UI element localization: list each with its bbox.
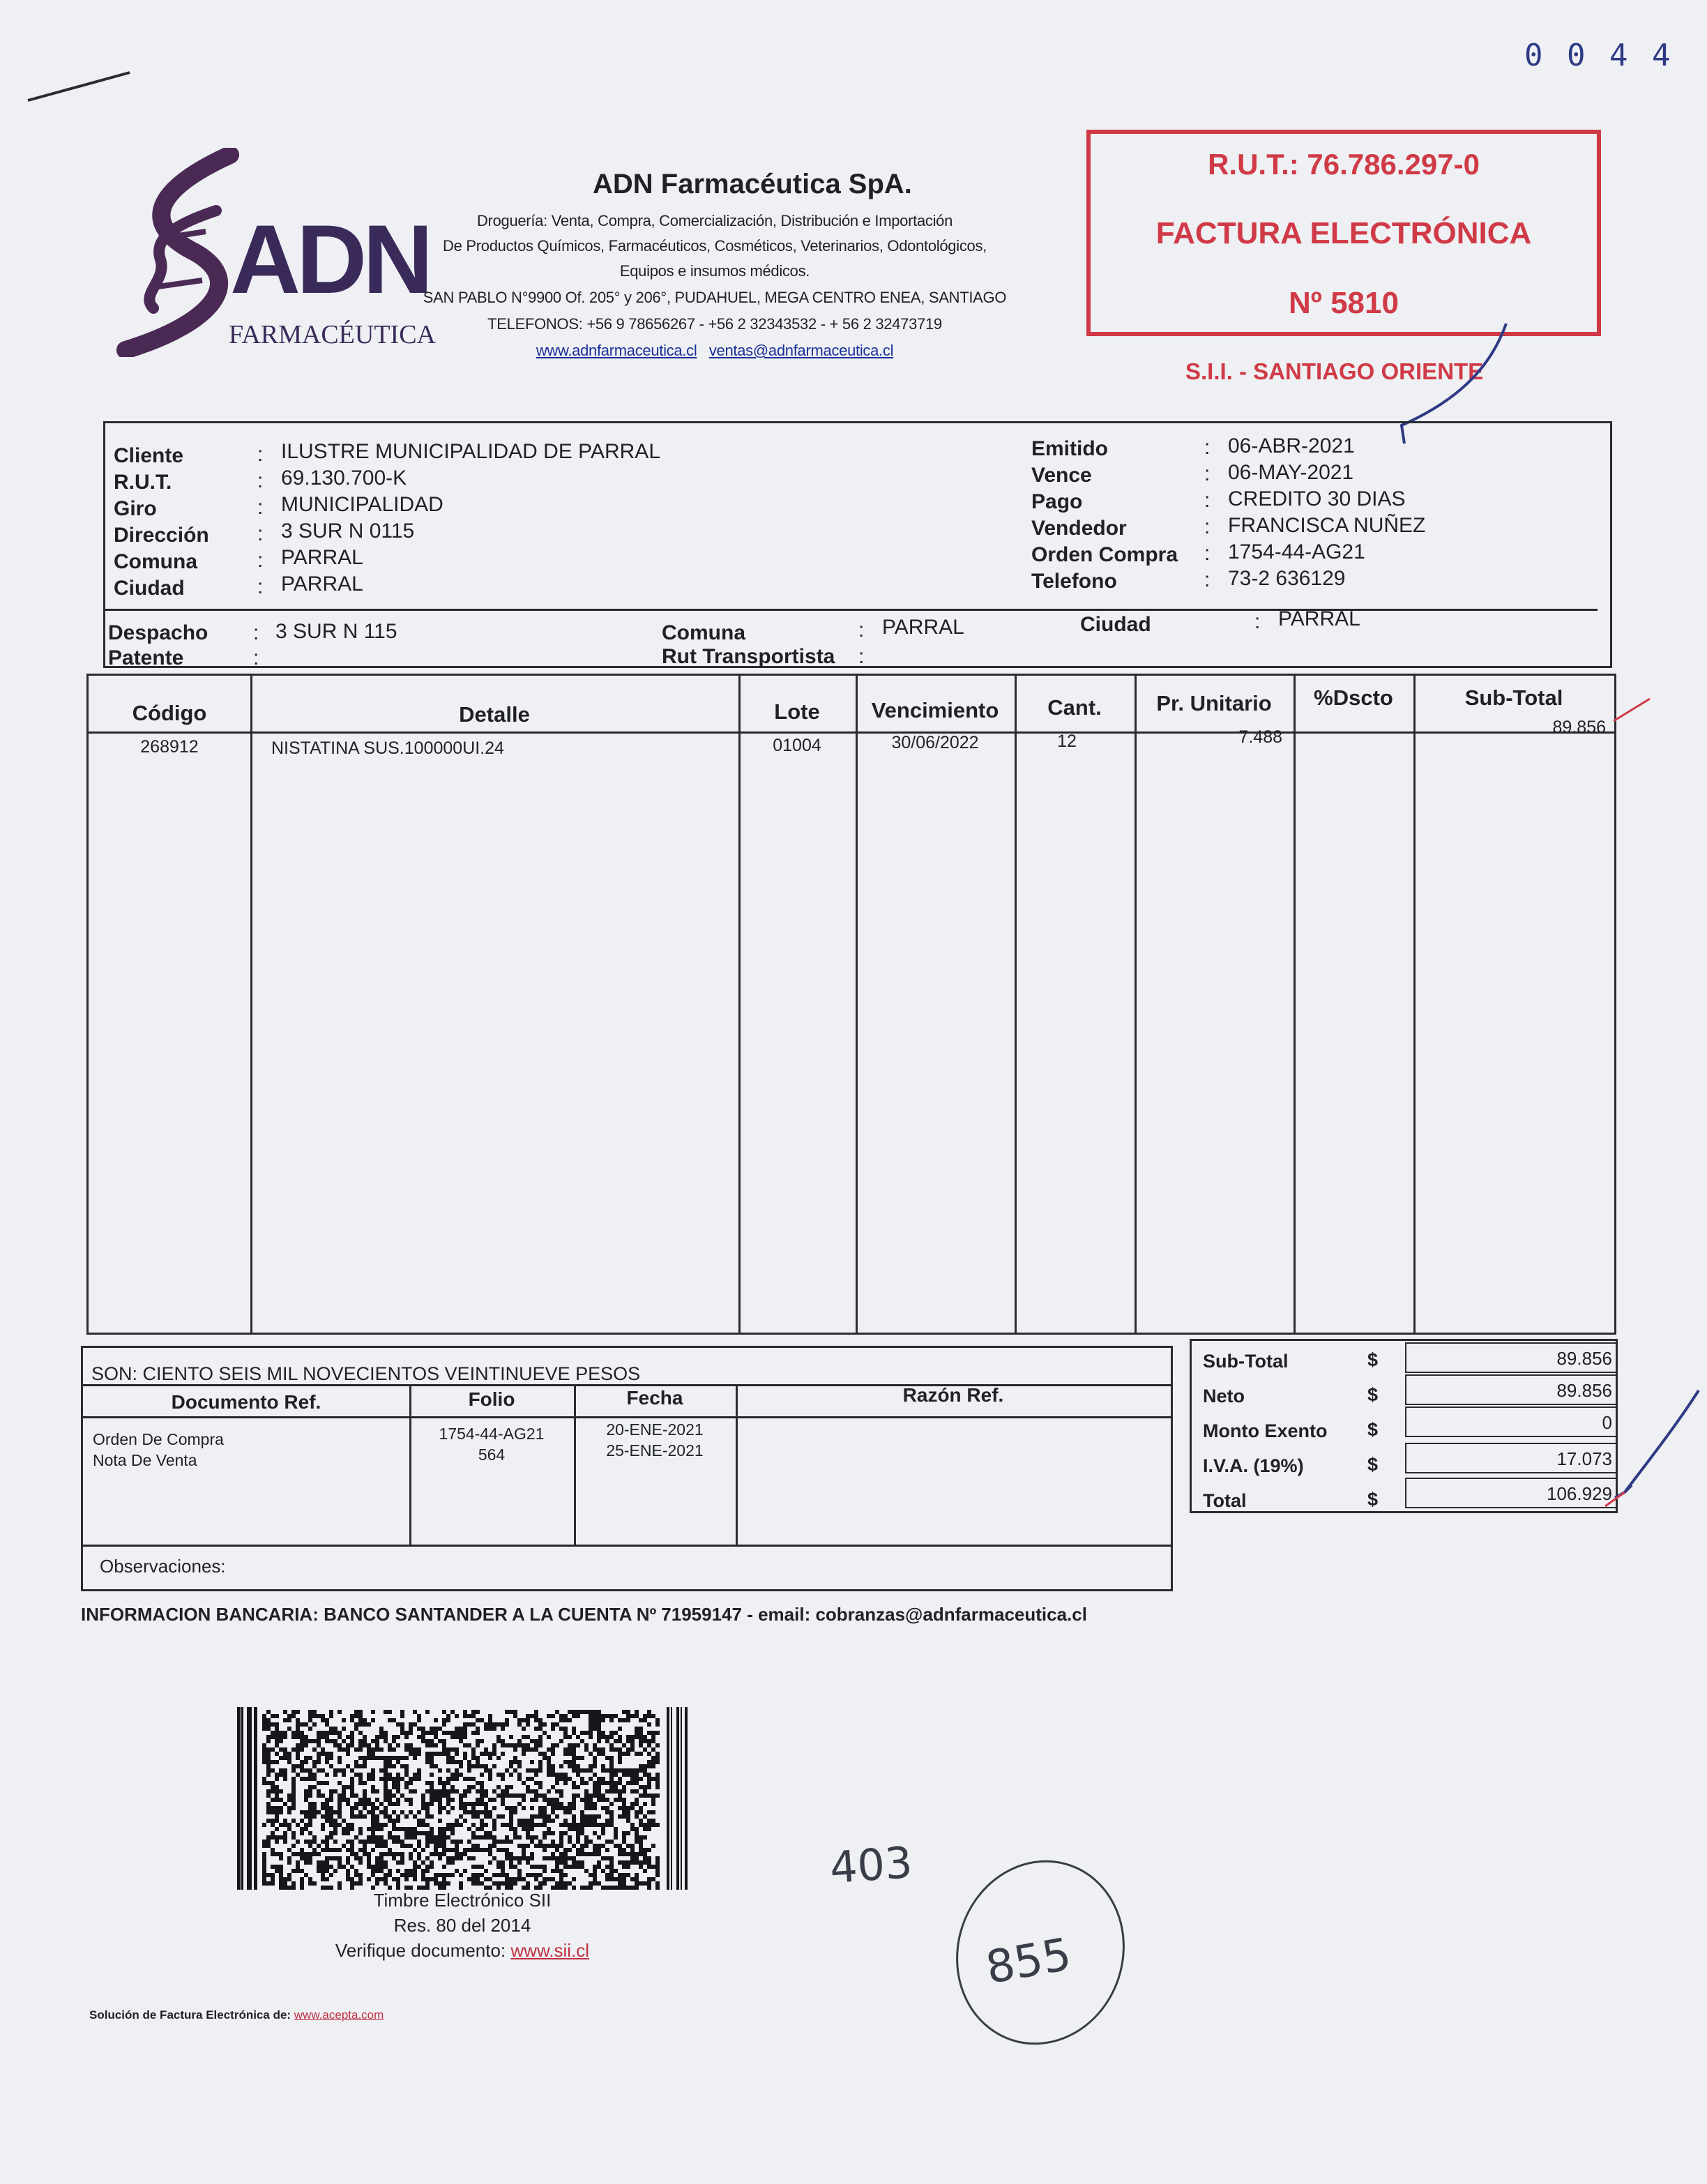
col-header-codigo: Código — [132, 701, 207, 725]
colon: : — [1204, 568, 1211, 591]
handwritten-note-403: 403 — [828, 1836, 914, 1894]
iva-value: 17.073 — [1556, 1448, 1612, 1469]
email-link[interactable]: ventas@adnfarmaceutica.cl — [708, 342, 894, 359]
pen-check-icon — [1604, 1388, 1701, 1513]
client-label-1: R.U.T. — [114, 471, 172, 494]
company-line-3: Equipos e insumos médicos. — [619, 262, 810, 280]
orden-compra-value: 1754-44-AG21 — [1228, 540, 1365, 563]
ref-header-documento: Documento Ref. — [171, 1391, 321, 1413]
despacho-value: 3 SUR N 115 — [275, 620, 397, 643]
client-address: 3 SUR N 0115 — [281, 520, 415, 543]
col-header-vencimiento: Vencimiento — [871, 698, 999, 722]
website-link[interactable]: www.adnfarmaceutica.cl — [536, 342, 697, 359]
total-value: 106.929 — [1547, 1483, 1612, 1504]
acepta-link[interactable]: www.acepta.com — [294, 2008, 384, 2022]
ref-doc-1: Nota De Venta — [93, 1451, 197, 1469]
handwritten-note-855: 855 — [982, 1928, 1075, 1995]
colon: : — [1204, 515, 1211, 538]
timbre-line-2: Res. 80 del 2014 — [393, 1915, 531, 1936]
divider — [83, 1416, 1171, 1418]
vence-label: Vence — [1031, 464, 1092, 487]
invoice-number: Nº 5810 — [1289, 286, 1399, 320]
company-logo — [112, 148, 436, 357]
item-pr-unitario: 7.488 — [1238, 727, 1282, 747]
item-subtotal: 89.856 — [1552, 718, 1606, 737]
colon: : — [253, 621, 259, 644]
colon: : — [1204, 542, 1211, 565]
emitido-value: 06-ABR-2021 — [1228, 434, 1355, 457]
company-name: ADN Farmacéutica SpA. — [593, 169, 912, 199]
company-phones: TELEFONOS: +56 9 78656267 - +56 2 32343532 - + 56 2 32473719 — [487, 315, 942, 333]
company-address: SAN PABLO N°9900 Of. 205° y 206°, PUDAHUEL, MEGA CENTRO ENEA, SANTIAGO — [423, 289, 1007, 306]
subtotal-label: Sub-Total — [1203, 1351, 1289, 1372]
patente-label: Patente — [108, 646, 184, 669]
col-header-dscto: %Dscto — [1314, 685, 1393, 710]
divider — [105, 609, 1598, 611]
currency: $ — [1367, 1489, 1379, 1510]
colon: : — [253, 646, 259, 669]
ref-fecha-1: 25-ENE-2021 — [606, 1441, 704, 1459]
amount-in-words: SON: CIENTO SEIS MIL NOVECIENTOS VEINTINUEVE PESOS — [91, 1363, 641, 1384]
invoice-id-box — [1086, 130, 1601, 336]
currency: $ — [1367, 1384, 1379, 1405]
col-header-subtotal: Sub-Total — [1464, 685, 1563, 710]
colon: : — [1204, 462, 1211, 485]
total-cell — [1405, 1374, 1618, 1405]
reference-section — [81, 1346, 1173, 1591]
colon: : — [257, 496, 264, 519]
colon: : — [858, 645, 865, 668]
timbre-verify — [237, 1940, 688, 1962]
comuna-label: Comuna — [662, 621, 745, 644]
timbre-line-1: Timbre Electrónico SII — [373, 1890, 552, 1911]
emitido-label: Emitido — [1031, 437, 1108, 460]
colon: : — [1254, 610, 1261, 633]
client-ciudad: PARRAL — [281, 572, 363, 596]
total-cell — [1405, 1406, 1618, 1437]
items-table — [86, 674, 1616, 1335]
col-header-cant: Cant. — [1047, 695, 1102, 720]
item-lote: 01004 — [773, 736, 821, 755]
divider — [83, 1545, 1171, 1547]
ref-folio-1: 564 — [478, 1446, 506, 1464]
bank-info: INFORMACION BANCARIA: BANCO SANTANDER A LA CUENTA Nº 71959147 - email: cobranzas@adnfarmaceutica.cl — [81, 1604, 1087, 1625]
client-name: ILUSTRE MUNICIPALIDAD DE PARRAL — [281, 440, 660, 463]
orden-compra-label: Orden Compra — [1031, 543, 1178, 566]
ref-header-razon: Razón Ref. — [902, 1384, 1004, 1406]
telefono-label: Telefono — [1031, 570, 1117, 593]
item-vencimiento: 30/06/2022 — [891, 733, 979, 752]
client-label-5: Ciudad — [114, 577, 185, 600]
currency: $ — [1367, 1349, 1379, 1370]
neto-label: Neto — [1203, 1386, 1245, 1406]
despacho-comuna: PARRAL — [882, 616, 964, 639]
pago-value: CREDITO 30 DIAS — [1228, 487, 1406, 510]
currency: $ — [1367, 1454, 1379, 1475]
exento-label: Monto Exento — [1203, 1420, 1328, 1441]
colon: : — [858, 619, 865, 642]
ref-doc-0: Orden De Compra — [93, 1430, 224, 1448]
client-giro: MUNICIPALIDAD — [281, 493, 443, 516]
despacho-label: Despacho — [108, 621, 208, 644]
col-header-lote: Lote — [774, 699, 820, 724]
verify-prefix: Verifique documento: — [335, 1940, 511, 1961]
subtotal-value: 89.856 — [1556, 1348, 1612, 1369]
vendedor-label: Vendedor — [1031, 517, 1127, 540]
client-label-0: Cliente — [114, 444, 184, 467]
pen-mark-icon — [25, 67, 137, 109]
ref-fecha-0: 20-ENE-2021 — [606, 1420, 704, 1439]
pago-label: Pago — [1031, 490, 1083, 513]
footer-prefix: Solución de Factura Electrónica de: — [89, 2008, 294, 2022]
colon: : — [1204, 436, 1211, 459]
rut-transportista-label: Rut Transportista — [662, 645, 835, 668]
despacho-ciudad: PARRAL — [1278, 607, 1360, 630]
total-cell — [1405, 1342, 1618, 1373]
colon: : — [257, 522, 264, 545]
ciudad-label: Ciudad — [1080, 613, 1151, 636]
exento-value: 0 — [1602, 1412, 1612, 1433]
client-rut: 69.130.700-K — [281, 467, 407, 490]
ref-header-folio: Folio — [468, 1388, 515, 1410]
vendedor-value: FRANCISCA NUÑEZ — [1228, 514, 1426, 537]
client-comuna: PARRAL — [281, 546, 363, 569]
stamp-number: 0 0 4 4 — [1524, 38, 1674, 73]
telefono-value: 73-2 636129 — [1228, 567, 1346, 590]
colon: : — [257, 469, 264, 492]
colon: : — [257, 443, 264, 466]
total-cell — [1405, 1443, 1618, 1473]
client-label-4: Comuna — [114, 550, 197, 573]
observaciones-label: Observaciones: — [100, 1556, 226, 1577]
issuer-rut: R.U.T.: 76.786.297-0 — [1208, 148, 1480, 181]
total-cell — [1405, 1478, 1618, 1508]
company-line-2: De Productos Químicos, Farmacéuticos, Cosméticos, Veterinarios, Odontológicos, — [443, 237, 987, 255]
ref-header-fecha: Fecha — [626, 1387, 683, 1409]
logo-letters: ADN — [230, 204, 430, 314]
header-divider — [89, 731, 1614, 734]
company-links — [418, 342, 1011, 360]
colon: : — [257, 549, 264, 572]
sii-office: S.I.I. - SANTIAGO ORIENTE — [1185, 358, 1484, 384]
item-cant: 12 — [1057, 731, 1077, 751]
iva-label: I.V.A. (19%) — [1203, 1455, 1304, 1476]
col-header-detalle: Detalle — [459, 702, 530, 727]
vence-value: 06-MAY-2021 — [1228, 461, 1354, 484]
ref-folio-0: 1754-44-AG21 — [439, 1425, 545, 1443]
client-label-3: Dirección — [114, 524, 209, 547]
sii-link[interactable]: www.sii.cl — [510, 1940, 590, 1961]
footer — [89, 2008, 384, 2022]
timbre-barcode — [237, 1707, 688, 1890]
client-label-2: Giro — [114, 497, 157, 520]
company-line-1: Droguería: Venta, Compra, Comercialización, Distribución e Importación — [476, 212, 953, 229]
item-codigo: 268912 — [140, 737, 199, 757]
neto-value: 89.856 — [1556, 1380, 1612, 1401]
col-header-pr-unitario: Pr. Unitario — [1156, 691, 1272, 715]
colon: : — [257, 575, 264, 598]
totals-section — [1190, 1339, 1618, 1513]
pen-tick-icon — [1611, 693, 1653, 728]
logo-subtitle: FARMACÉUTICA — [229, 320, 436, 349]
invoice-title: FACTURA ELECTRÓNICA — [1155, 216, 1532, 250]
currency: $ — [1367, 1419, 1379, 1440]
total-label: Total — [1203, 1490, 1247, 1511]
item-detalle: NISTATINA SUS.100000UI.24 — [271, 738, 504, 758]
client-section — [103, 421, 1612, 668]
colon: : — [1204, 489, 1211, 512]
